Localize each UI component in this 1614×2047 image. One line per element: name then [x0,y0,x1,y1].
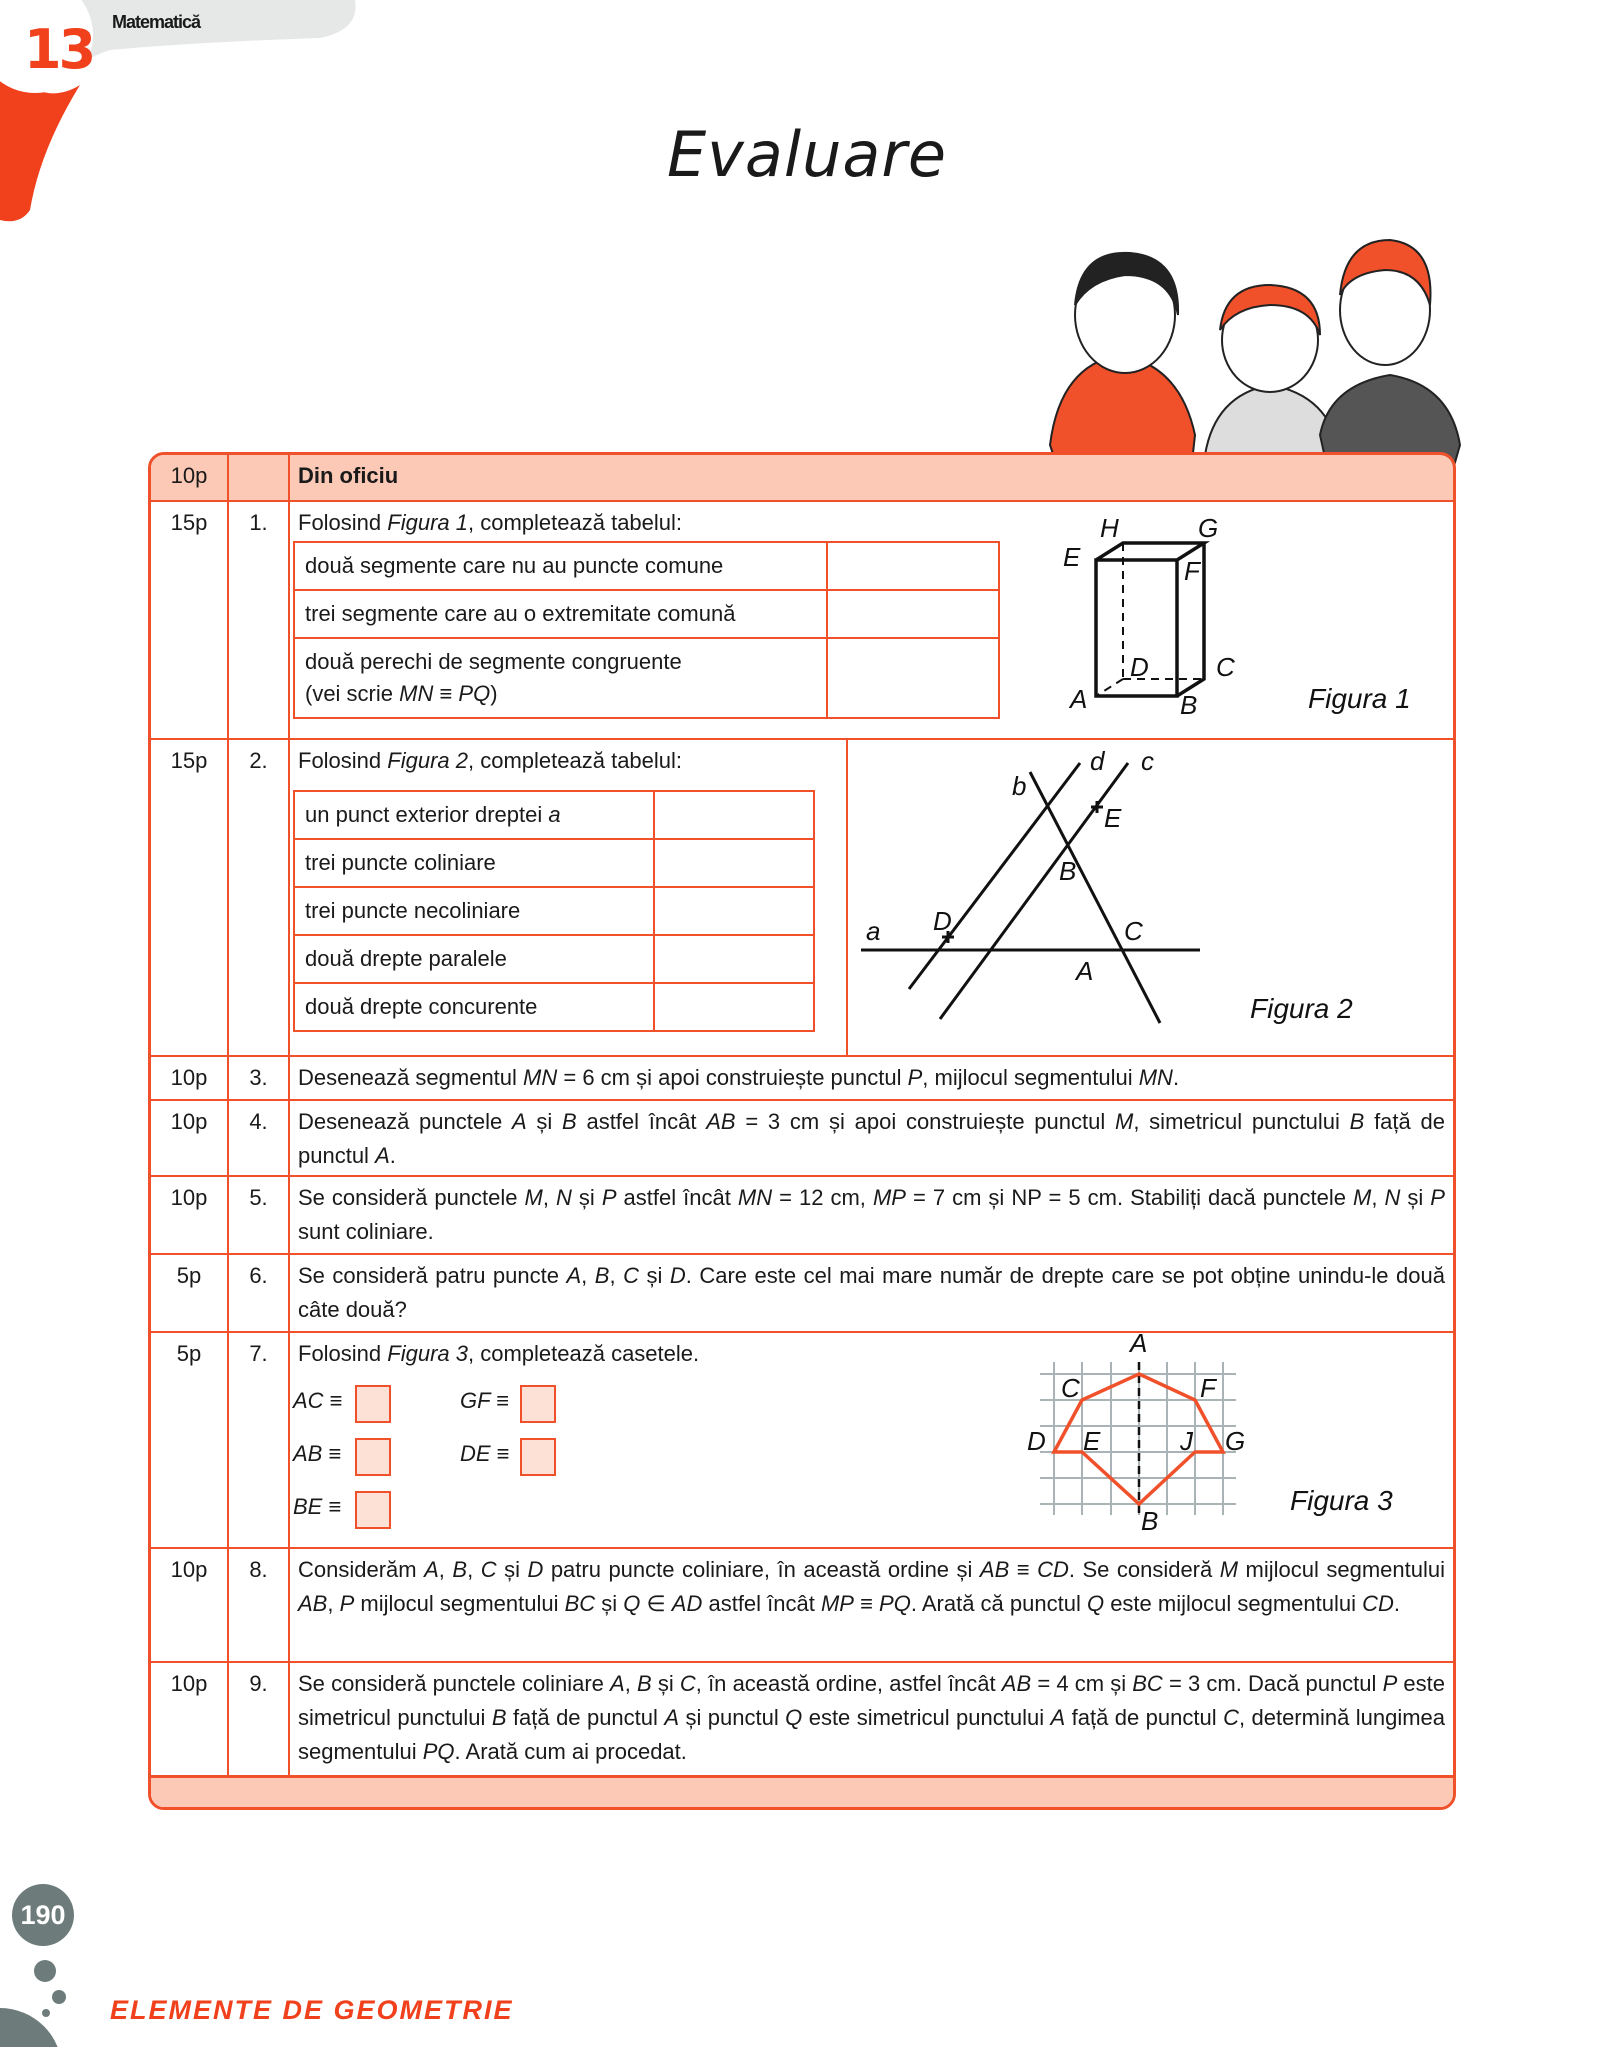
math-symbol: C [1223,1705,1239,1730]
figure-2-caption: Figura 2 [1250,993,1353,1024]
q7-answer-box[interactable] [520,1385,556,1423]
text-segment: trei puncte necoliniare [305,898,521,923]
math-symbol: N [556,1185,572,1210]
fig2-label-A: A [1076,956,1094,986]
math-symbol: C [480,1557,497,1582]
number: 2. [229,740,290,1055]
text-segment: este mijlocul segmentului [1104,1591,1363,1616]
text-segment: . [1393,1591,1400,1616]
text-segment: Se consideră punctele [298,1185,525,1210]
text-segment: , completează tabelul: [468,748,683,773]
text-segment: (vei scrie [305,681,400,706]
math-symbol: Figura 2 [387,748,468,773]
fig2-label-C: C [1124,916,1143,946]
q1-answer-cell[interactable] [827,542,999,590]
math-symbol: PQ [879,1591,911,1616]
fig2-label-c: c [1141,746,1154,776]
text-segment: , [438,1557,453,1582]
points: 10p [151,1177,229,1253]
text-segment: sunt coliniare. [298,1219,434,1244]
points: 5p [151,1255,229,1331]
number: 1. [229,502,290,738]
q1-criterion: două segmente care nu au puncte comune [294,542,827,590]
points: 15p [151,502,229,738]
text-segment: și [1400,1185,1431,1210]
fig3-label-A: A [1130,1328,1148,1358]
math-symbol: Figura 1 [387,510,468,535]
math-symbol: N [1384,1185,1401,1210]
points: 5p [151,1333,229,1547]
number [229,455,290,500]
fig3-label-E: E [1083,1426,1101,1456]
page-title: Evaluare [666,118,947,191]
math-symbol: A [375,1143,390,1168]
text-segment: = 3 cm și apoi construiește punctul [735,1109,1115,1134]
q7-answer-box[interactable] [355,1385,391,1423]
fig3-label-F: F [1200,1373,1216,1403]
section-title: ELEMENTE DE GEOMETRIE [110,1995,514,2025]
footer-bubbles [0,1870,80,2047]
math-symbol: MP [872,1185,906,1210]
q2-answer-cell[interactable] [654,791,814,839]
points: 10p [151,1101,229,1175]
q2-criterion [294,839,654,887]
math-symbol: M [1115,1109,1134,1134]
math-symbol: Q [623,1591,641,1616]
q2-answer-cell[interactable] [654,983,814,1031]
q2-answer-table [293,790,815,1032]
q1-criterion-note [305,678,816,710]
text-segment: , [609,1263,624,1288]
q7-answer-box[interactable] [355,1438,391,1476]
fig2-label-b: b [1012,771,1027,801]
table-footer-bar [151,1775,1453,1810]
number: 5. [229,1177,290,1253]
text-segment: Desenează segmentul [298,1065,524,1090]
math-symbol: BC [564,1591,596,1616]
text-segment: două drepte concurente [305,994,538,1019]
question-text [290,1101,1453,1175]
q2-criterion [294,983,654,1031]
question-text [290,1663,1453,1775]
math-symbol: B [491,1705,507,1730]
math-symbol: PQ [458,681,491,706]
text-segment: față de punctul [1065,1705,1224,1730]
text-segment: Se consideră patru puncte [298,1263,567,1288]
text-segment: . [1172,1065,1180,1090]
q7-label: AC ≡ [293,1388,343,1413]
row-q9 [151,1661,1453,1775]
math-symbol: MN [1138,1065,1173,1090]
q1-answer-cell[interactable] [827,590,999,638]
text-segment: astfel încât [576,1109,707,1134]
math-symbol: A [424,1557,439,1582]
math-symbol: MN [737,1185,773,1210]
question-text [290,1057,1453,1099]
text-segment: = 12 cm, [772,1185,873,1210]
text-segment: , simetricul punctului [1133,1109,1350,1134]
fig3-label-C: C [1061,1373,1080,1403]
points: 10p [151,1663,229,1775]
q7-label: AB ≡ [293,1441,342,1466]
question-text [290,1177,1453,1253]
points: 10p [151,1057,229,1099]
fig3-label-B: B [1141,1506,1159,1536]
text-segment: ≡ [433,681,459,706]
text-segment: , [467,1557,481,1582]
math-symbol: AB [1001,1671,1032,1696]
text-segment: două drepte paralele [305,946,507,971]
points: 10p [151,455,229,500]
number: 7. [229,1333,290,1547]
number: 3. [229,1057,290,1099]
math-symbol: CD [1362,1591,1394,1616]
text-segment: și [571,1185,602,1210]
text-segment: ) [490,681,498,706]
fig1-label-D: D [1130,652,1149,682]
text-segment: , completează casetele. [468,1341,700,1366]
question-text [290,1333,1453,1547]
math-symbol: D [527,1557,544,1582]
q1-criterion: trei segmente care au o extremitate comună [294,590,827,638]
q7-answer-box[interactable] [355,1491,391,1529]
number: 4. [229,1101,290,1175]
math-symbol: AB [298,1591,328,1616]
math-symbol: MN [523,1065,558,1090]
q1-answer-table [293,541,1000,719]
text-segment: = 3 cm. Dacă punctul [1162,1671,1383,1696]
math-symbol: M [1352,1185,1372,1210]
text-segment: , [327,1591,340,1616]
math-symbol: A [511,1109,527,1134]
math-symbol: P [1430,1185,1445,1210]
text-segment: trei puncte coliniare [305,850,496,875]
fig1-label-F: F [1184,556,1200,586]
text-segment: este simetricul punctului [298,1671,1446,1730]
text-segment: și [638,1263,670,1288]
row-q7 [151,1331,1453,1547]
question-text [290,1549,1453,1661]
text-segment: astfel încât [702,1591,821,1616]
fig1-label-A: A [1070,684,1088,714]
text-segment: Folosind [298,748,388,773]
text-segment: = 6 cm și apoi construiește punctul [557,1065,908,1090]
text-segment: . Arată cum ai procedat. [454,1739,687,1764]
fig2-label-a: a [866,916,881,946]
q2-answer-cell[interactable] [654,887,814,935]
math-symbol: PQ [422,1739,455,1764]
fig3-label-D: D [1027,1426,1046,1456]
row-q4 [151,1099,1453,1175]
text-segment: , completează tabelul: [468,510,683,535]
math-symbol: C [623,1263,639,1288]
math-symbol: P [1382,1671,1398,1696]
text-segment: , în această ordine, astfel încât [695,1671,1002,1696]
q2-criterion [294,887,654,935]
q2-answer-cell[interactable] [654,839,814,887]
math-symbol: AB [706,1109,736,1134]
q7-label: GF ≡ [460,1388,510,1413]
text-segment: mijlocul segmentului [354,1591,565,1616]
math-symbol: B [637,1671,652,1696]
fig2-label-d: d [1090,746,1105,776]
row-q8 [151,1547,1453,1661]
row-q6 [151,1253,1453,1331]
figure-1-caption: Figura 1 [1308,683,1411,714]
math-symbol: Q [1086,1591,1105,1616]
subject-label: Matematică [112,12,201,32]
chapter-number: 13 [24,18,94,81]
fig2-label-D: D [933,906,952,936]
text-segment: față de punctul [298,1109,1445,1168]
fig2-label-B: B [1059,856,1077,886]
text-segment: și [526,1109,563,1134]
text-segment: patru puncte coliniare, în această ordine și [543,1557,980,1582]
figure-divider [846,740,848,1055]
text-segment: , [1371,1185,1385,1210]
row-q5 [151,1175,1453,1253]
fig1-label-B: B [1180,690,1198,720]
math-symbol: a [548,802,561,827]
fig2-label-E: E [1104,803,1122,833]
number: 8. [229,1549,290,1661]
text-segment: ∈ [640,1591,672,1616]
text-segment: , [542,1185,557,1210]
math-symbol: Q [785,1705,803,1730]
math-symbol: AB [979,1557,1010,1582]
q2-criterion [294,935,654,983]
q1-answer-cell[interactable] [827,638,999,718]
text-segment: și [496,1557,528,1582]
q7-label: BE ≡ [293,1494,342,1519]
math-symbol: BC [1132,1671,1163,1696]
page-number: 190 [20,1900,66,1930]
text-segment: = 7 cm și NP = 5 cm. Stabiliți dacă punctele [905,1185,1353,1210]
math-symbol: A [1050,1705,1066,1730]
math-symbol: CD [1037,1557,1069,1582]
text-segment: ≡ [853,1591,880,1616]
math-symbol: M [1219,1557,1239,1582]
math-symbol: C [679,1671,696,1696]
math-symbol: A [566,1263,582,1288]
fig1-label-H: H [1100,513,1119,543]
q2-criterion [294,791,654,839]
text-segment: Folosind [298,510,388,535]
math-symbol: AD [671,1591,703,1616]
number: 6. [229,1255,290,1331]
math-symbol: A [664,1705,680,1730]
text-segment: astfel încât [616,1185,738,1210]
text-segment: , mijlocul segmentului [922,1065,1139,1090]
text-segment: , [624,1671,638,1696]
fig1-label-E: E [1063,542,1081,572]
math-symbol: B [562,1109,577,1134]
q1-criterion-text: două perechi de segmente congruente [305,649,682,674]
row-label: Din oficiu [298,463,399,488]
text-segment: este simetricul punctului [802,1705,1051,1730]
text-segment: Desenează punctele [298,1109,512,1134]
math-symbol: Figura 3 [387,1341,468,1366]
fig1-label-C: C [1216,652,1235,682]
question-text [290,1255,1453,1331]
math-symbol: P [907,1065,923,1090]
math-symbol: M [524,1185,543,1210]
math-symbol: P [339,1591,355,1616]
fig3-label-J: J [1180,1426,1193,1456]
text-segment: . [389,1143,396,1168]
math-symbol: B [594,1263,610,1288]
text-segment: și punctul [679,1705,786,1730]
math-symbol: D [669,1263,686,1288]
text-segment: față de punctul [506,1705,665,1730]
text-segment: mijlocul segmentului [1238,1557,1446,1582]
number: 9. [229,1663,290,1775]
text-segment: = 4 cm și [1031,1671,1133,1696]
row-official [151,455,1453,500]
text-segment: . Arată că punctul [910,1591,1087,1616]
math-symbol: A [610,1671,625,1696]
q7-answer-box[interactable] [520,1438,556,1476]
row-q3 [151,1055,1453,1099]
fig1-label-G: G [1198,513,1219,543]
text-segment: un punct exterior dreptei [305,802,549,827]
text-segment: ≡ [1009,1557,1038,1582]
fig3-label-G: G [1225,1426,1246,1456]
text-segment: Folosind [298,1341,388,1366]
math-symbol: B [1349,1109,1365,1134]
q7-label: DE ≡ [460,1441,510,1466]
q1-criterion [294,638,827,718]
text-segment: . Se consideră [1068,1557,1220,1582]
text-segment: , determină lungimea segmentului [298,1705,1446,1764]
figure-3-caption: Figura 3 [1290,1485,1393,1516]
text-segment: . Care este cel mai mare număr de drepte care se pot obține unindu-le două câte două? [298,1263,1445,1322]
text-segment: Considerăm [298,1557,425,1582]
points: 10p [151,1549,229,1661]
text-segment: și [651,1671,680,1696]
math-symbol: MP [820,1591,854,1616]
points: 15p [151,740,229,1055]
text-segment: și [595,1591,624,1616]
math-symbol: P [601,1185,617,1210]
text-segment: Se consideră punctele coliniare [298,1671,611,1696]
math-symbol: MN [399,681,434,706]
math-symbol: B [452,1557,468,1582]
q2-answer-cell[interactable] [654,935,814,983]
text-segment: , [581,1263,595,1288]
